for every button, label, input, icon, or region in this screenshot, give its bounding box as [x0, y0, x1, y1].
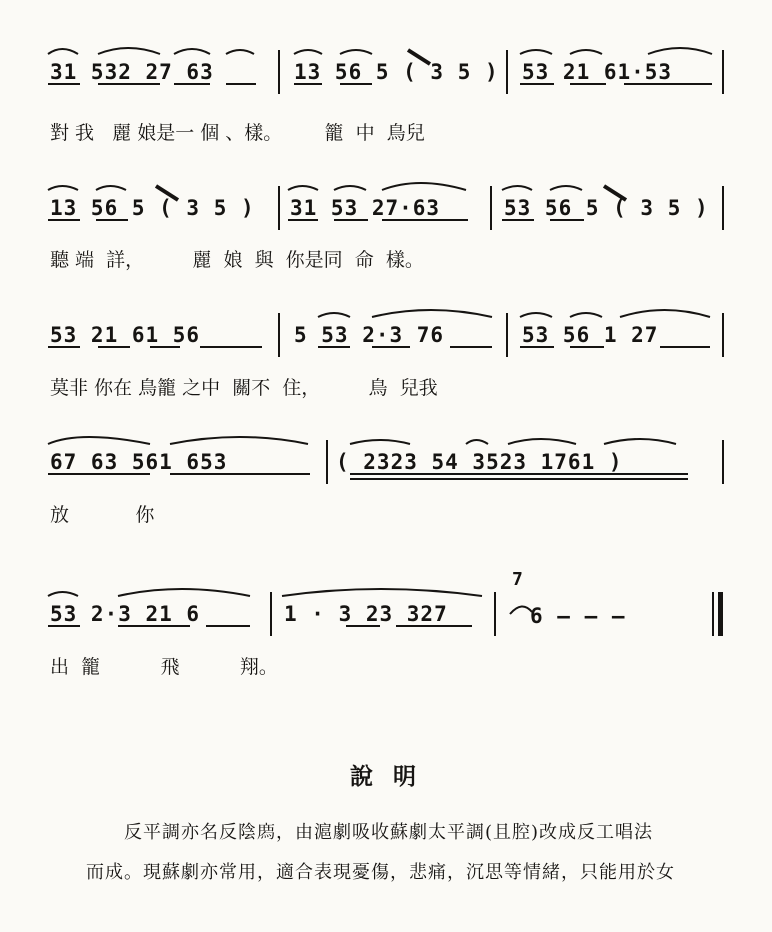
measure-notes: 5 53 2·3 76 [294, 323, 445, 347]
measure-notes: 13 56 5 ( 3 5 ) [50, 196, 255, 220]
bar-line [506, 50, 508, 94]
bar-line [278, 186, 280, 230]
measure-notes: 53 21 61 56 [50, 323, 201, 347]
bar-line [278, 313, 280, 357]
measure-notes: 6 — — — [530, 604, 626, 628]
bar-line [722, 50, 724, 94]
grace-note: 7 [512, 569, 524, 590]
measure-notes: 53 2·3 21 6 [50, 602, 201, 626]
bar-line [722, 440, 724, 484]
explanation-line-2: 而成。現蘇劇亦常用，適合表現憂傷，悲痛，沉思等情緒，只能用於女 [86, 862, 675, 883]
measure-notes: ( 2323 54 3523 1761 ) [336, 450, 623, 474]
bar-line [490, 186, 492, 230]
bar-line [506, 313, 508, 357]
bar-line [722, 313, 724, 357]
final-bar-line [718, 592, 723, 636]
bar-line [494, 592, 496, 636]
measure-notes: 53 56 5 ( 3 5 ) [504, 196, 709, 220]
measure-notes: 31 53 27·63 [290, 196, 441, 220]
lyrics-line-4: 放 你 [50, 504, 155, 526]
measure-notes: 31 532 27 63 [50, 60, 214, 84]
lyrics-line-2: 聽 端 詳， 麗 娘 與 你是同 命 樣。 [50, 249, 424, 271]
bar-line [278, 50, 280, 94]
bar-line [326, 440, 328, 484]
measure-notes: 13 56 5 ( 3 5 ) [294, 60, 499, 84]
measure-notes: 53 21 61·53 [522, 60, 673, 84]
measure-notes: 53 56 1 27 [522, 323, 659, 347]
bar-line [270, 592, 272, 636]
lyrics-line-5: 出 籠 飛 翔。 [50, 656, 278, 678]
lyrics-line-1: 對 我 麗 娘是一 個 、樣。 籠 中 鳥兒 [50, 122, 425, 144]
measure-notes: 1 · 3 23 327 [284, 602, 448, 626]
bar-line [712, 592, 714, 636]
lyrics-line-3: 莫非 你在 鳥籠 之中 關不 住， 鳥 兒我 [50, 377, 438, 399]
explanation-title: 說 明 [349, 764, 422, 790]
bar-line [722, 186, 724, 230]
explanation-line-1: 反平調亦名反陰𢊁，由滬劇吸收蘇劇太平調(且腔)改成反工唱法 [124, 822, 654, 843]
measure-notes: 67 63 561 653 [50, 450, 228, 474]
